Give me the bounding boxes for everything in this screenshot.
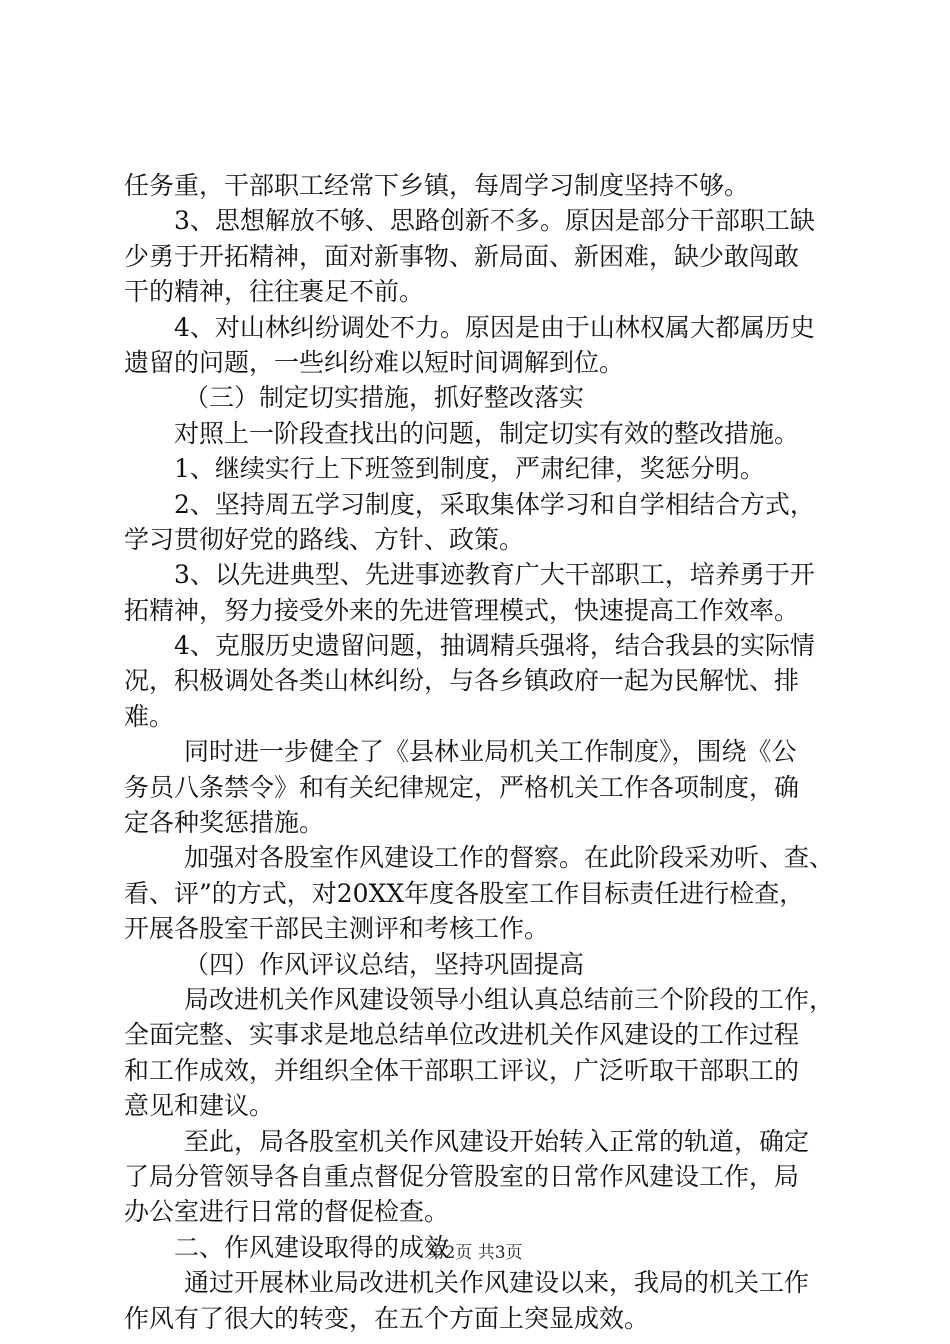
text-line: 了局分管领导各自重点督促分管股室的日常作风建设工作，局 bbox=[124, 1161, 800, 1191]
text-line: 局改进机关作风建设领导小组认真总结前三个阶段的工作， bbox=[184, 984, 834, 1014]
text-line: 加强对各股室作风建设工作的督察。在此阶段采劝听、查、 bbox=[184, 843, 834, 873]
text-line: 4、克服历史遗留问题，抽调精兵强将，结合我县的实际情 bbox=[174, 631, 815, 661]
text-line: 开展各股室干部民主测评和考核工作。 bbox=[124, 914, 550, 944]
text-line: 全面完整、实事求是地总结单位改进机关作风建设的工作过程 bbox=[124, 1020, 800, 1050]
section-heading: （三）制定切实措施，抓好整改落实 bbox=[184, 383, 585, 413]
text-line: 通过开展林业局改进机关作风建设以来，我局的机关工作 bbox=[184, 1268, 810, 1298]
text-line: 2、坚持周五学习制度，采取集体学习和自学相结合方式， bbox=[174, 489, 815, 519]
section-heading: 二、作风建设取得的成效 bbox=[174, 1232, 450, 1262]
text-line: 至此，局各股室机关作风建设开始转入正常的轨道，确定 bbox=[184, 1126, 810, 1156]
text-line: 对照上一阶段查找出的问题，制定切实有效的整改措施。 bbox=[174, 418, 800, 448]
page-footer: 第2页 共3页 bbox=[427, 1243, 523, 1263]
text-line: 4、对山林纠纷调处不力。原因是由于山林权属大都属历史 bbox=[174, 312, 815, 342]
text-line: 办公室进行日常的督促检查。 bbox=[124, 1197, 450, 1227]
text-line: 学习贯彻好党的路线、方针、政策。 bbox=[124, 524, 525, 554]
text-line: 3、以先进典型、先进事迹教育广大干部职工，培养勇于开 bbox=[174, 560, 815, 590]
text-line: 少勇于开拓精神，面对新事物、新局面、新困难，缺少敢闯敢 bbox=[124, 241, 800, 271]
text-line: 1、继续实行上下班签到制度，严肃纪律，奖惩分明。 bbox=[174, 454, 765, 484]
text-line: 作风有了很大的转变，在五个方面上突显成效。 bbox=[124, 1303, 650, 1333]
document-body bbox=[124, 168, 834, 1336]
text-line: 和工作成效，并组织全体干部职工评议，广泛听取干部职工的 bbox=[124, 1055, 800, 1085]
text-line: 难。 bbox=[124, 701, 175, 731]
text-line: 同时进一步健全了《县林业局机关工作制度》，围绕《公 bbox=[184, 737, 797, 767]
section-heading: （四）作风评议总结，坚持巩固提高 bbox=[184, 949, 585, 979]
text-line: 干的精神，往往裹足不前。 bbox=[124, 277, 425, 307]
text-line: 拓精神，努力接受外来的先进管理模式，快速提高工作效率。 bbox=[124, 595, 800, 625]
text-line: 意见和建议。 bbox=[124, 1091, 275, 1121]
text-line: 定各种奖惩措施。 bbox=[124, 808, 325, 838]
text-line: 况，积极调处各类山林纠纷，与各乡镇政府一起为民解忧、排 bbox=[124, 666, 800, 696]
text-line: 3、思想解放不够、思路创新不多。原因是部分干部职工缺 bbox=[174, 206, 815, 236]
text-line: 遗留的问题，一些纠纷难以短时间调解到位。 bbox=[124, 347, 625, 377]
text-line: 务员八条禁令》和有关纪律规定，严格机关工作各项制度，确 bbox=[124, 772, 800, 802]
text-line: 看、评”的方式，对20XX年度各股室工作目标责任进行检查， bbox=[124, 878, 805, 908]
text-line: 任务重，干部职工经常下乡镇，每周学习制度坚持不够。 bbox=[124, 171, 750, 200]
